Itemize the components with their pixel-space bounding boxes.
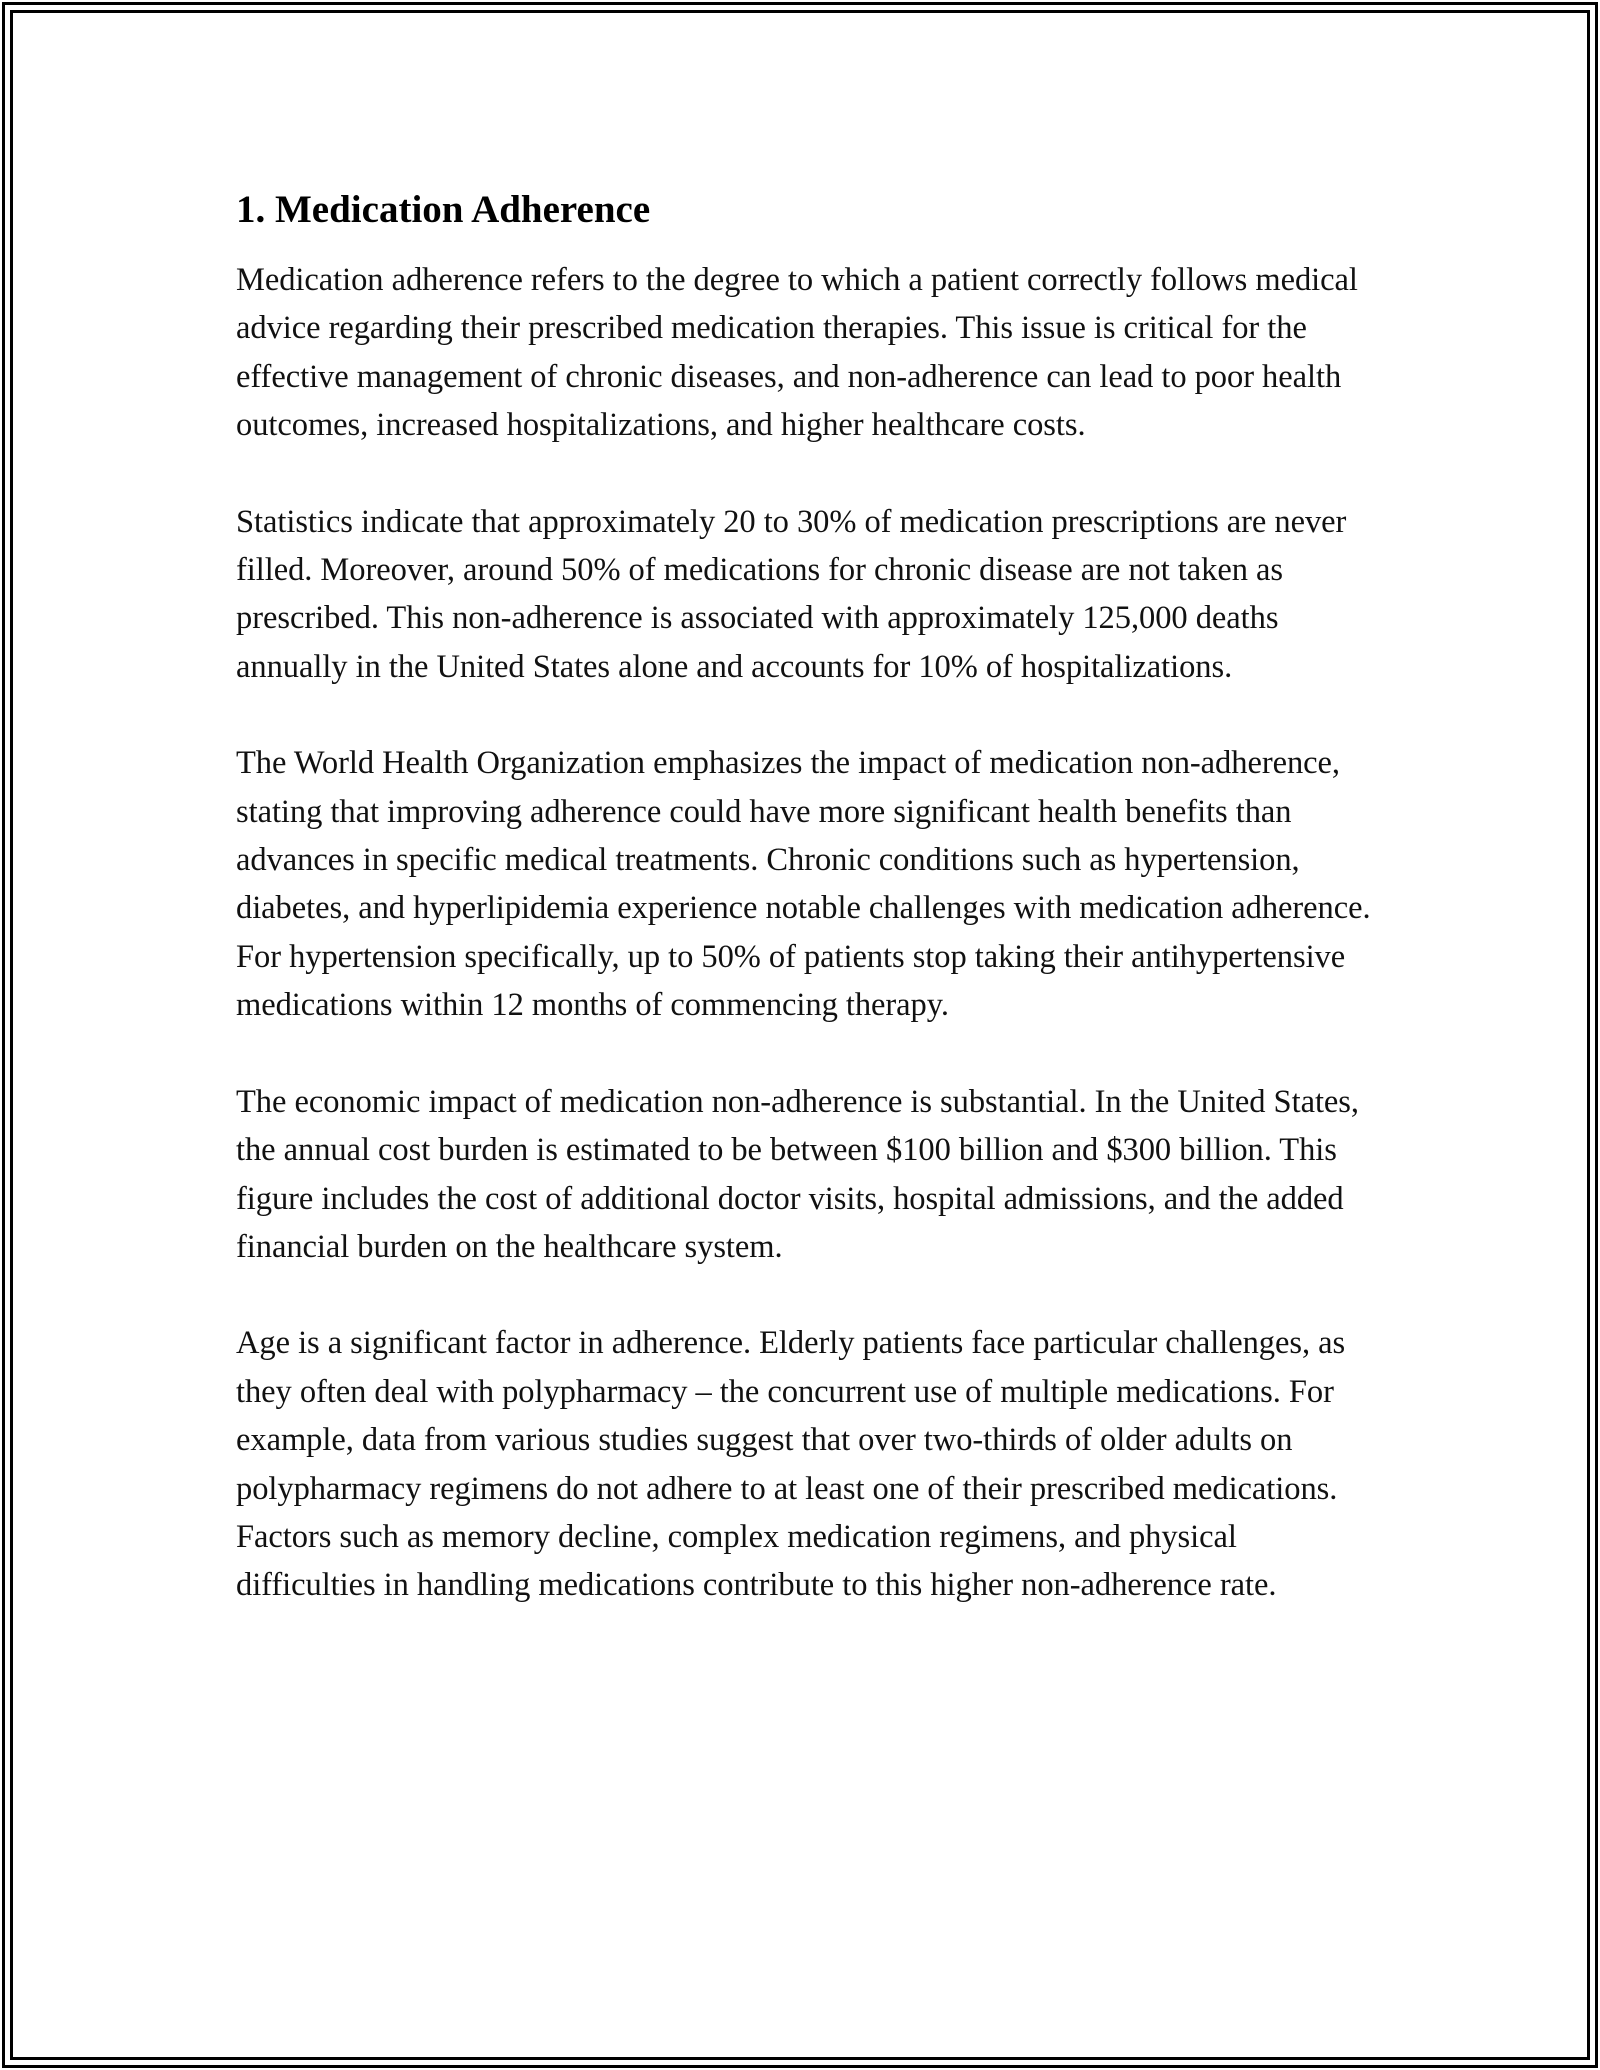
section-heading: 1. Medication Adherence	[236, 188, 651, 231]
paragraph-statistics: Statistics indicate that approximately 20 to 30% of medication prescriptions are never filled. Moreover, around 50% of medications for chronic disease are not taken as prescribed. This non-adherence is associated with approximately 125,000 deaths annually in the United States alone and accounts for 10% of hospitalizations.	[236, 503, 1347, 685]
paragraph-age-factor: Age is a significant factor in adherence. Elderly patients face particular challenges, as they often deal with polypharmacy – the concurrent use of multiple medications. For example, data from various studies suggest that over two-thirds of older adults on polypharmacy regimens do not adhere to at least one of their prescribed medications. Factors such as memory decline, complex medication regimens, and physical difficulties in handling medications contribute to this higher non-adherence rate.	[236, 1325, 1346, 1604]
paragraph-definition: Medication adherence refers to the degree to which a patient correctly follows medical advice regarding their prescribed medication therapies. This issue is critical for the effective management of chronic diseases, and non-adherence can lead to poor health outcomes, increased hospitalizations, and higher healthcare costs.	[236, 262, 1358, 444]
document-body	[236, 184, 1376, 1658]
paragraph-economic-impact: The economic impact of medication non-adherence is substantial. In the United States, the annual cost burden is estimated to be between $100 billion and $300 billion. This figure includes the cost of additional doctor visits, hospital admissions, and the added financial burden on the healthcare system.	[236, 1083, 1359, 1265]
paragraph-who: The World Health Organization emphasizes the impact of medication non-adherence, stating that improving adherence could have more significant health benefits than advances in specific medical treatments. Chronic conditions such as hypertension, diabetes, and hyperlipidemia experience notable challenges with medication adherence. For hypertension specifically, up to 50% of patients stop taking their antihypertensive medications within 12 months of commencing therapy.	[236, 745, 1371, 1024]
